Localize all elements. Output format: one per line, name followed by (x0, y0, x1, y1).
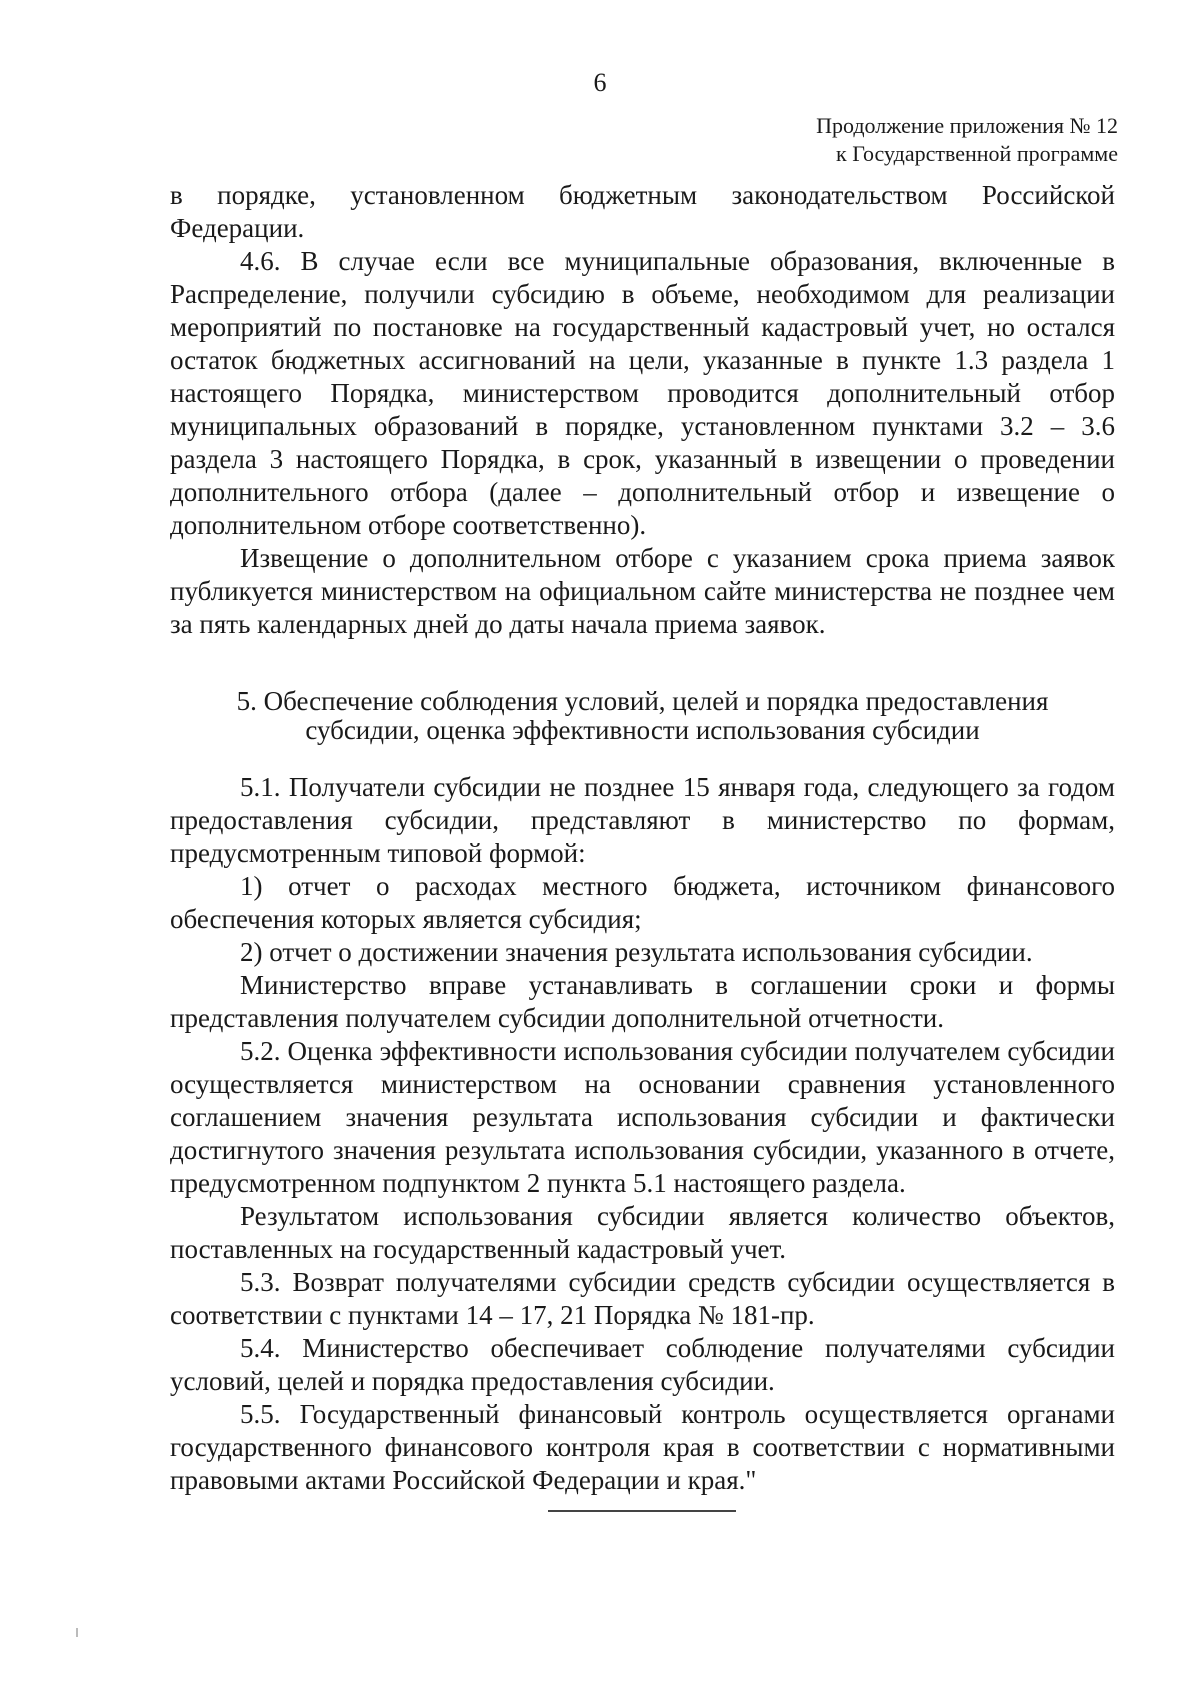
paragraph-5-1-item-1: 1) отчет о расходах местного бюджета, источником финансового обеспечения которых является субсидия; (170, 871, 1115, 934)
section-5-title (170, 687, 1115, 745)
appendix-header-line-2: к Государственной программе (836, 141, 1118, 166)
section-5-title-line-1: 5. Обеспечение соблюдения условий, целей и порядка предоставления (236, 686, 1049, 716)
appendix-header-line-1: Продолжение приложения № 12 (816, 113, 1118, 138)
end-divider (548, 1510, 736, 1512)
paragraph-reporting-terms: Министерство вправе устанавливать в соглашении сроки и формы представления получателем субсидии дополнительной отчетности. (170, 970, 1115, 1033)
paragraph-5-4: 5.4. Министерство обеспечивает соблюдение получателями субсидии условий, целей и порядка предоставления субсидии. (170, 1333, 1115, 1396)
scan-margin-mark (76, 1628, 78, 1637)
paragraph-5-2: 5.2. Оценка эффективности использования субсидии получателем субсидии осуществляется министерством на основании сравнения установленного соглашением значения результата использования субсидии и фактически достигнутого значения результата использования субсидии, указанного в отчете, предусмотренном подпунктом 2 пункта 5.1 настоящего раздела. (170, 1036, 1115, 1198)
paragraph-continuation: в порядке, установленном бюджетным законодательством Российской Федерации. (170, 180, 1115, 243)
document-body (170, 179, 1115, 1497)
paragraph-5-1: 5.1. Получатели субсидии не позднее 15 января года, следующего за годом предоставления субсидии, представляют в министерство по формам, предусмотренным типовой формой: (170, 772, 1115, 868)
paragraph-5-5: 5.5. Государственный финансовый контроль осуществляется органами государственного финансового контроля края в соответствии с нормативными правовыми актами Российской Федерации и края." (170, 1399, 1115, 1495)
page-number: 6 (593, 68, 607, 97)
paragraph-5-1-item-2: 2) отчет о достижении значения результата использования субсидии. (240, 937, 1033, 967)
paragraph-4-6: 4.6. В случае если все муниципальные образования, включенные в Распределение, получили субсидию в объеме, необходимом для реализации мероприятий по постановке на государственный кадастровый учет, но остался остаток бюджетных ассигнований на цели, указанные в пункте 1.3 раздела 1 настоящего Порядка, министерством проводится дополнительный отбор муниципальных образований в порядке, установленном пунктами 3.2 – 3.6 раздела 3 настоящего Порядка, в срок, указанный в извещении о проведении дополнительного отбора (далее – дополнительный отбор и извещение о дополнительном отборе соответственно). (170, 246, 1115, 540)
section-5-title-line-2: субсидии, оценка эффективности использования субсидии (305, 715, 980, 745)
paragraph-result-definition: Результатом использования субсидии является количество объектов, поставленных на государственный кадастровый учет. (170, 1201, 1115, 1264)
paragraph-5-3: 5.3. Возврат получателями субсидии средств субсидии осуществляется в соответствии с пунктами 14 – 17, 21 Порядка № 181-пр. (170, 1267, 1115, 1330)
paragraph-notice: Извещение о дополнительном отборе с указанием срока приема заявок публикуется министерством на официальном сайте министерства не позднее чем за пять календарных дней до даты начала приема заявок. (170, 543, 1115, 639)
appendix-header (816, 112, 1118, 168)
